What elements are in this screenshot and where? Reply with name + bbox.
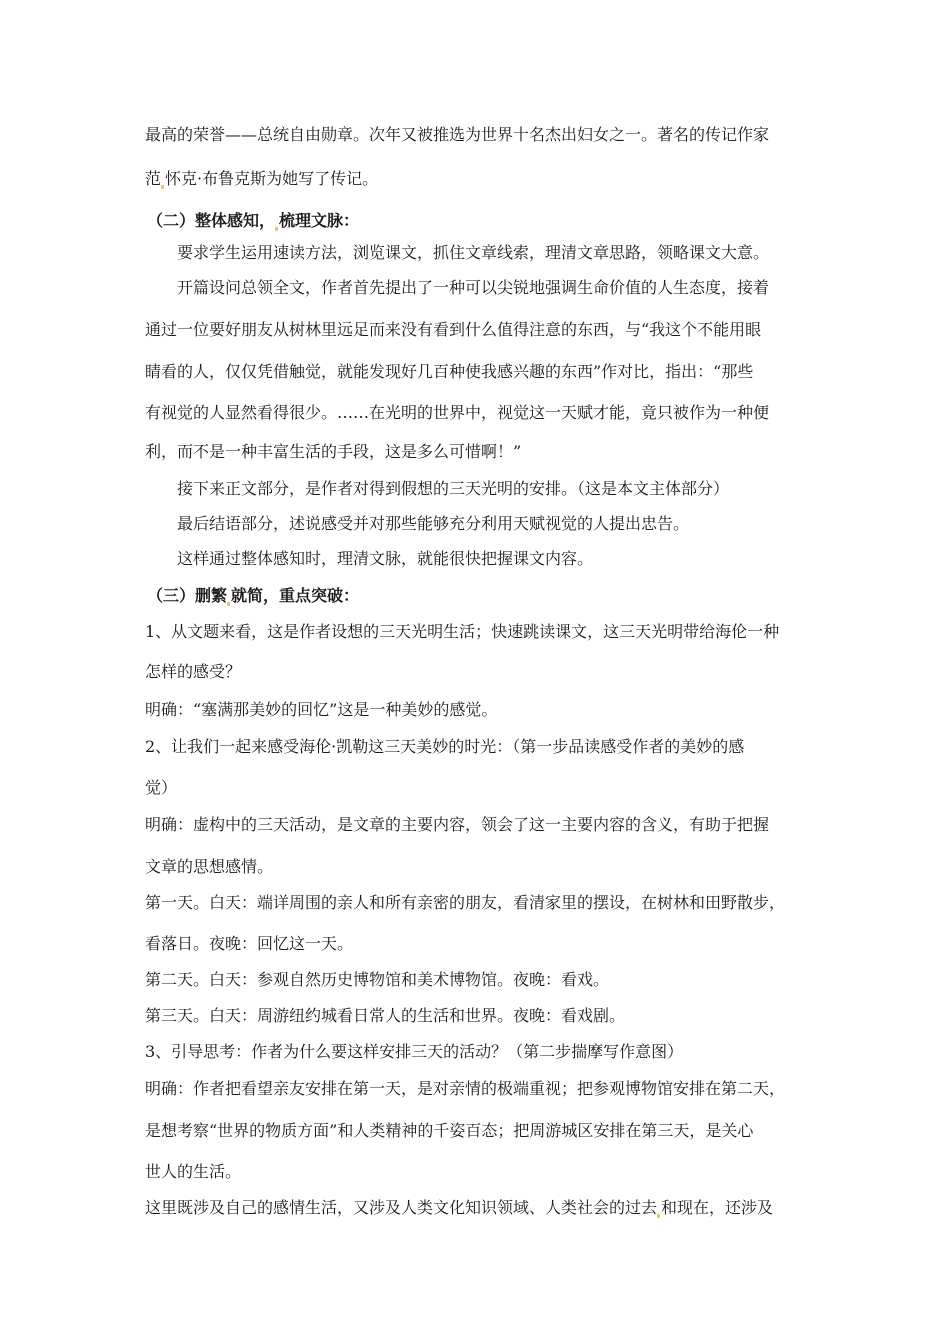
text-line: 第一天。白天：端详周围的亲人和所有亲密的朋友，看清家里的摆设，在树林和田野散步， bbox=[145, 893, 786, 912]
text-line: 3、引导思考：作者为什么要这样安排三天的活动？（第二步揣摩写作意图） bbox=[145, 1042, 684, 1061]
heading-segment: 就简，重点突破： bbox=[231, 586, 360, 605]
text-segment: 这里既涉及自己的感情生活，又涉及人类文化知识领域、人类社会的过去 bbox=[145, 1198, 658, 1217]
text-line: 2、让我们一起来感受海伦·凯勒这三天美妙的时光：（第一步品读感受作者的美妙的感 bbox=[145, 737, 745, 756]
text-line: 文章的思想感情。 bbox=[145, 857, 274, 876]
text-line: 这样通过整体感知时，理清文脉，就能很快把握课文内容。 bbox=[177, 549, 594, 568]
text-line: 接下来正文部分，是作者对得到假想的三天光明的安排。（这是本文主体部分） bbox=[177, 479, 730, 498]
edit-mark bbox=[227, 602, 230, 606]
text-line: 利，而不是一种丰富生活的手段，这是多么可惜啊！” bbox=[145, 442, 522, 461]
text-segment: 怀克·布鲁克斯为她写了传记。 bbox=[165, 169, 379, 188]
text-line: 第三天。白天：周游纽约城看日常人的生活和世界。夜晚：看戏剧。 bbox=[145, 1006, 626, 1025]
edit-mark bbox=[275, 227, 278, 231]
text-line: 睛看的人，仅仅凭借触觉，就能发现好几百种使我感兴趣的东西”作对比，指出：“那些 bbox=[145, 362, 754, 381]
heading-segment: （三）删繁 bbox=[147, 586, 228, 605]
section-heading bbox=[147, 211, 359, 231]
text-line: 明确：虚构中的三天活动，是文章的主要内容，领会了这一主要内容的含义，有助于把握 bbox=[145, 815, 770, 834]
text-segment: 和现在，还涉及 bbox=[661, 1198, 774, 1217]
text-line: 开篇设问总领全文，作者首先提出了一种可以尖锐地强调生命价值的人生态度，接着 bbox=[177, 278, 770, 297]
text-line: 明确：作者把看望亲友安排在第一天，是对亲情的极端重视；把参观博物馆安排在第二天， bbox=[145, 1079, 786, 1098]
text-line: 明确：“塞满那美妙的回忆”这是一种美妙的感觉。 bbox=[145, 700, 498, 719]
text-line: 怎样的感受？ bbox=[145, 662, 242, 681]
edit-mark bbox=[657, 1214, 660, 1218]
section-heading bbox=[147, 586, 359, 606]
heading-segment: （二）整体感知， bbox=[147, 211, 276, 230]
text-line: 觉） bbox=[145, 778, 178, 797]
text-line bbox=[145, 169, 378, 189]
text-line bbox=[145, 1198, 773, 1218]
text-segment: 范 bbox=[145, 169, 162, 188]
text-line: 通过一位要好朋友从树林里远足而来没有看到什么值得注意的东西，与“我这个不能用眼 bbox=[145, 320, 762, 339]
text-line: 有视觉的人显然看得很少。……在光明的世界中，视觉这一天赋才能，竟只被作为一种便 bbox=[145, 403, 770, 422]
edit-mark bbox=[161, 185, 164, 189]
text-line: 要求学生运用速读方法，浏览课文，抓住文章线索，理清文章思路，领略课文大意。 bbox=[177, 243, 770, 262]
text-line: 是想考察“世界的物质方面”和人类精神的千姿百态；把周游城区安排在第三天，是关心 bbox=[145, 1121, 754, 1140]
text-line: 1、从文题来看，这是作者设想的三天光明生活；快速跳读课文，这三天光明带给海伦一种 bbox=[145, 622, 780, 641]
heading-segment: 梳理文脉： bbox=[279, 211, 360, 230]
text-line: 看落日。夜晚：回忆这一天。 bbox=[145, 934, 354, 953]
text-line: 最后结语部分，述说感受并对那些能够充分利用天赋视觉的人提出忠告。 bbox=[177, 514, 690, 533]
text-line: 最高的荣誉——总统自由勋章。次年又被推选为世界十名杰出妇女之一。著名的传记作家 bbox=[145, 125, 770, 144]
text-line: 第二天。白天：参观自然历史博物馆和美术博物馆。夜晚：看戏。 bbox=[145, 970, 610, 989]
text-line: 世人的生活。 bbox=[145, 1162, 242, 1181]
